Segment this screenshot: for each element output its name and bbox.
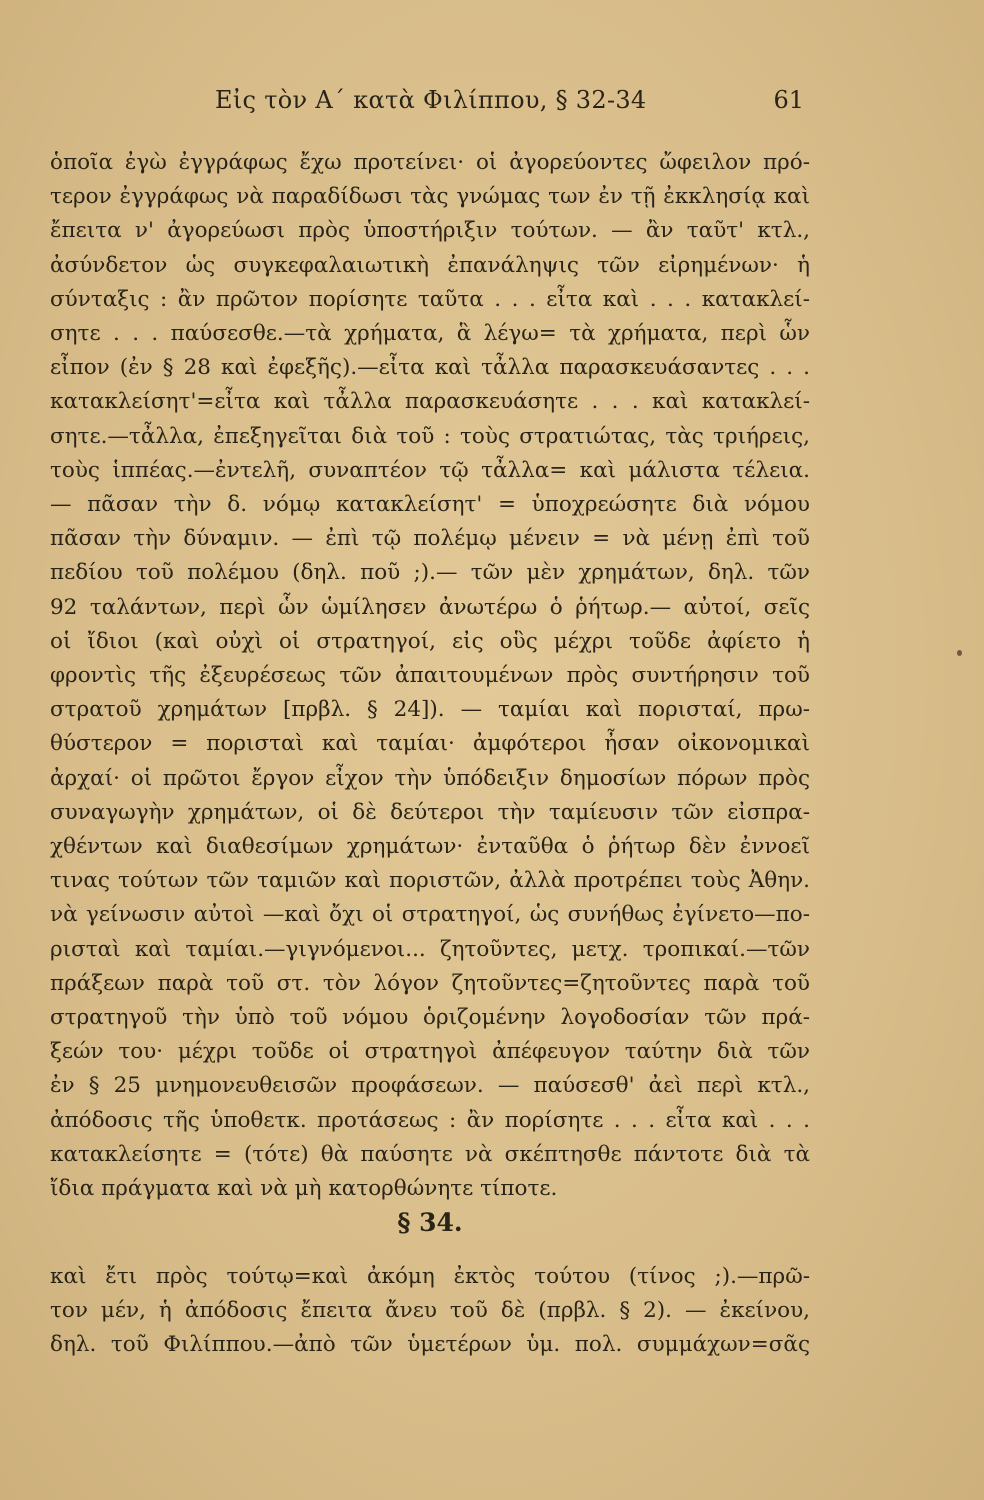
- running-title: Εἰς τὸν Α΄ κατὰ Φιλίππου, § 32-34: [215, 86, 647, 114]
- page-number: 61: [773, 86, 804, 114]
- text-line: ἀσύνδετον ὡς συγκεφαλαιωτικὴ ἐπανάληψις τῶν εἰρημένων· ἡ: [50, 252, 810, 278]
- text-line: στρατηγοῦ τὴν ὑπὸ τοῦ νόμου ὁριζομένην λογοδοσίαν τῶν πρά-: [50, 1005, 810, 1031]
- text-line: νὰ γείνωσιν αὐτοὶ —καὶ ὄχι οἱ στρατηγοί, ὡς συνήθως ἐγίνετο—πο-: [50, 902, 810, 928]
- text-line: ἀπόδοσις τῆς ὑποθετκ. προτάσεως : ἂν πορίσητε . . . εἶτα καὶ . . .: [50, 1107, 810, 1133]
- text-line: συναγωγὴν χρημάτων, οἱ δὲ δεύτεροι τὴν ταμίευσιν τῶν εἰσπρα-: [50, 799, 810, 825]
- commentary-paragraph-1: [50, 146, 810, 1206]
- text-line: ὁποῖα ἐγὼ ἐγγράφως ἔχω προτείνει· οἱ ἀγορεύοντες ὤφειλον πρό-: [50, 150, 810, 175]
- text-line: σητε.—τἆλλα, ἐπεξηγεῖται διὰ τοῦ : τοὺς στρατιώτας, τὰς τριήρεις,: [50, 423, 810, 449]
- text-line: θύστερον = πορισταὶ καὶ ταμίαι· ἀμφότεροι ἦσαν οἰκονομικαὶ: [50, 731, 810, 757]
- text-line: οἱ ἴδιοι (καὶ οὐχὶ οἱ στρατηγοί, εἰς οὓς μέχρι τοῦδε ἀφίετο ἡ: [50, 628, 810, 654]
- text-line: ἐν § 25 μνημονευθεισῶν προφάσεων. — παύσεσθ' ἀεὶ περὶ κτλ.,: [50, 1073, 810, 1099]
- text-line: ἴδια πράγματα καὶ νὰ μὴ κατορθώνητε τίποτε.: [50, 1176, 558, 1202]
- text-line: ἀρχαί· οἱ πρῶτοι ἔργον εἶχον τὴν ὑπόδειξιν δημοσίων πόρων πρὸς: [50, 765, 810, 791]
- text-line: τερον ἐγγράφως νὰ παραδίδωσι τὰς γνώμας των ἐν τῇ ἐκκλησίᾳ καὶ: [50, 184, 810, 210]
- text-line: ἔπειτα ν' ἀγορεύωσι πρὸς ὑποστήριξιν τούτων. — ἂν ταῦτ' κτλ.,: [50, 218, 810, 244]
- text-line: φροντὶς τῆς ἐξευρέσεως τῶν ἀπαιτουμένων πρὸς συντήρησιν τοῦ: [50, 663, 810, 689]
- text-line: 92 ταλάντων, περὶ ὧν ὡμίλησεν ἀνωτέρω ὁ ῥήτωρ.— αὐτοί, σεῖς: [50, 594, 810, 620]
- text-line: ρισταὶ καὶ ταμίαι.—γιγνόμενοι... ζητοῦντες, μετχ. τροπικαί.—τῶν: [50, 936, 810, 962]
- text-line: πᾶσαν τὴν δύναμιν. — ἐπὶ τῷ πολέμῳ μένειν = νὰ μένῃ ἐπὶ τοῦ: [50, 526, 810, 552]
- text-line: κατακλείσητ'=εἶτα καὶ τἆλλα παρασκευάσητε . . . καὶ κατακλεί-: [50, 389, 810, 415]
- text-line: σητε . . . παύσεσθε.—τὰ χρήματα, ἃ λέγω= τὰ χρήματα, περὶ ὧν: [50, 321, 810, 347]
- text-line: πεδίου τοῦ πολέμου (δηλ. ποῦ ;).— τῶν μὲν χρημάτων, δηλ. τῶν: [50, 560, 810, 586]
- text-line: δηλ. τοῦ Φιλίππου.—ἀπὸ τῶν ὑμετέρων ὑμ. πολ. συμμάχων=σᾶς: [50, 1332, 810, 1358]
- text-line: εἶπον (ἐν § 28 καὶ ἐφεξῆς).—εἶτα καὶ τἆλλα παρασκευάσαντες . . .: [50, 355, 810, 381]
- text-line: τοὺς ἱππέας.—ἐντελῆ, συναπτέον τῷ τἆλλα= καὶ μάλιστα τέλεια.: [50, 457, 810, 483]
- text-line: χθέντων καὶ διαθεσίμων χρημάτων· ἐνταῦθα ὁ ῥήτωρ δὲν ἐννοεῖ: [50, 834, 810, 860]
- text-line: πράξεων παρὰ τοῦ στ. τὸν λόγον ζητοῦντες=ζητοῦντες παρὰ τοῦ: [50, 970, 810, 996]
- text-line: τινας τούτων τῶν ταμιῶν καὶ ποριστῶν, ἀλλὰ προτρέπει τοὺς Ἀθην.: [50, 868, 810, 894]
- text-line: ξεών του· μέχρι τοῦδε οἱ στρατηγοὶ ἀπέφευγον ταύτην διὰ τῶν: [50, 1039, 810, 1065]
- page-header: [0, 86, 984, 120]
- text-line: — πᾶσαν τὴν δ. νόμῳ κατακλείσητ' = ὑποχρεώσητε διὰ νόμου: [50, 492, 810, 518]
- text-line: στρατοῦ χρημάτων [πρβλ. § 24]). — ταμίαι καὶ πορισταί, πρω-: [50, 697, 810, 723]
- section-heading: § 34.: [397, 1208, 463, 1237]
- text-line: σύνταξις : ἂν πρῶτον πορίσητε ταῦτα . . . εἶτα καὶ . . . κατακλεί-: [50, 286, 810, 312]
- text-line: τον μέν, ἡ ἀπόδοσις ἔπειτα ἄνευ τοῦ δὲ (πρβλ. § 2). — ἐκείνου,: [50, 1298, 810, 1324]
- text-line: κατακλείσητε = (τότε) θὰ παύσητε νὰ σκέπτησθε πάντοτε διὰ τὰ: [50, 1141, 810, 1167]
- text-line: καὶ ἔτι πρὸς τούτῳ=καὶ ἀκόμη ἐκτὸς τούτου (τίνος ;).—πρῶ-: [50, 1264, 810, 1289]
- commentary-paragraph-2: [50, 1260, 810, 1363]
- paper-speck: [957, 650, 962, 656]
